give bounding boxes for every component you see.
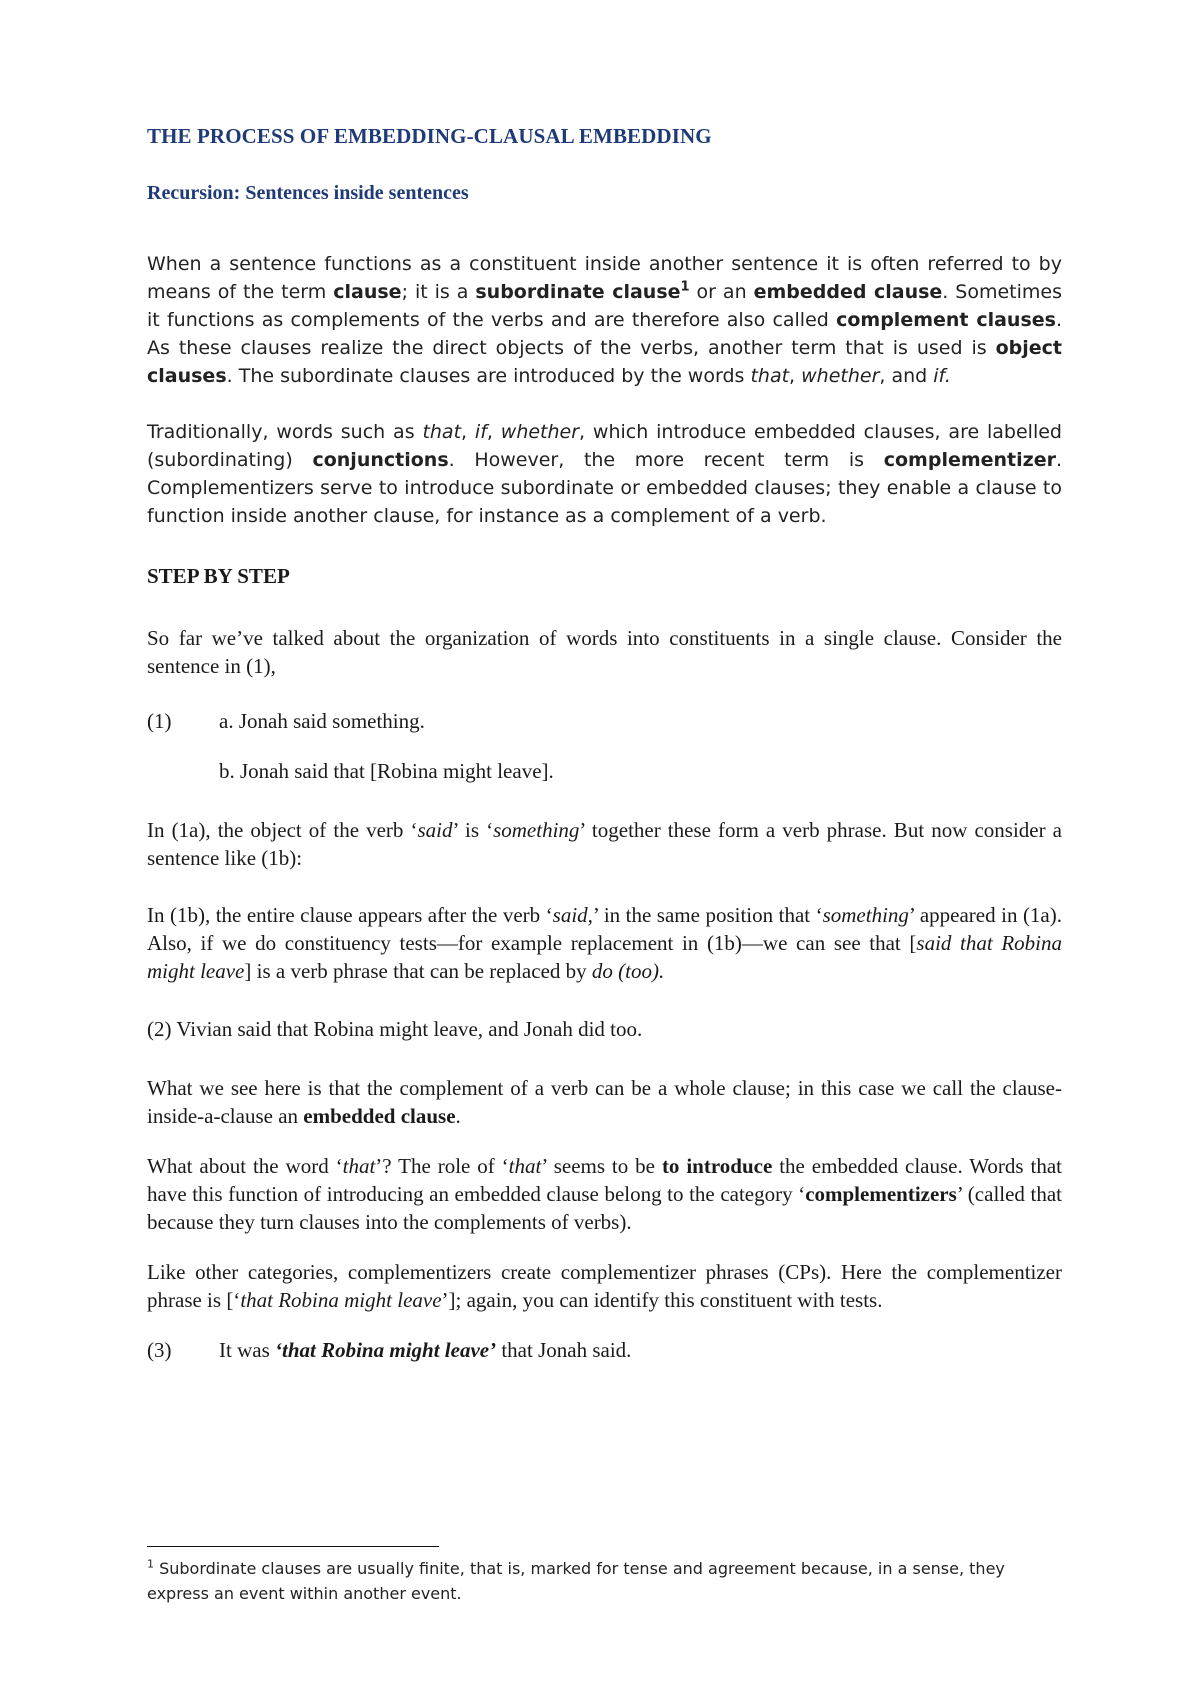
term-complementizer: complementizer xyxy=(883,449,1056,471)
paragraph-complementizer: Traditionally, words such as that, if, whether, which introduce embedded clauses, are labelled (subordinating) conjunctions. However, the more recent term is complementizer. Complementizers serve to introduce subordinate or embedded clauses; they enable a clause to function inside another clause, for instance as a complement of a verb. xyxy=(147,421,1063,527)
word-something: something xyxy=(822,903,909,927)
paragraph-clause-definition: When a sentence functions as a constituent inside another sentence it is often referred to by means of the term clause; it is a subordinate clause$^1$ or an embedded clause. Sometimes it functions as complements of the verbs and are therefore also called complement clauses. As these clauses realize the direct objects of the verbs, another term that is used is object clauses. The subordinate clauses are introduced by the words that, whether, and if. xyxy=(147,253,1063,387)
example-3 xyxy=(147,1336,1062,1364)
term-to-introduce: to introduce xyxy=(661,1154,773,1178)
word-that: that xyxy=(750,365,790,387)
paragraph-step-intro: So far we’ve talked about the organization of words into constituents in a single clause. Consider the sentence in (1), xyxy=(147,626,1062,678)
complementizer-phrase: that Robina might leave xyxy=(240,1288,442,1312)
footnote-text: Subordinate clauses are usually finite, that is, marked for tense and agreement because, in a sense, they express an event within another event. xyxy=(147,1559,1005,1603)
cleft-phrase: ‘that Robina might leave’ xyxy=(275,1338,497,1362)
section-heading-step-by-step: STEP BY STEP xyxy=(147,564,290,588)
word-said: said, xyxy=(552,903,593,927)
term-subordinate-clause: subordinate clause xyxy=(475,281,681,303)
term-embedded-clause: embedded clause xyxy=(753,281,943,303)
word-do-too: do (too). xyxy=(591,959,665,983)
example-1a xyxy=(147,707,1062,735)
word-whether: whether xyxy=(500,421,580,443)
document-subtitle: Recursion: Sentences inside sentences xyxy=(147,182,469,204)
term-conjunctions: conjunctions xyxy=(312,449,449,471)
paragraph-complementizer-phrase: Like other categories, complementizers create complementizer phrases (CPs). Here the complementizer phrase is [‘that Robina might leave’]; again, you can identify this constituent with tests. xyxy=(147,1260,1062,1312)
paragraph-that-role: What about the word ‘that’? The role of ‘that’ seems to be to introduce the embedded clause. Words that have this function of introducing an embedded clause belong to the category ‘complementizers’ (called that because they turn clauses into the complements of verbs). xyxy=(147,1154,1062,1234)
word-that: that xyxy=(342,1154,376,1178)
word-that: that xyxy=(508,1154,542,1178)
word-if: if. xyxy=(933,365,951,387)
example-number: (1) xyxy=(147,709,172,733)
verb-phrase: said that Robina might leave xyxy=(147,931,1062,983)
example-text: a. Jonah said something. xyxy=(219,709,425,733)
example-number: (3) xyxy=(147,1338,172,1362)
term-complement-clauses: complement clauses xyxy=(836,309,1056,331)
document-body xyxy=(147,124,1062,1364)
term-embedded-clause: embedded clause xyxy=(303,1104,456,1128)
paragraph-1a-analysis: In (1a), the object of the verb ‘said’ is ‘something’ together these form a verb phrase. But now consider a sentence like (1b): xyxy=(147,818,1062,870)
footnote-separator xyxy=(147,1546,439,1547)
word-something: something xyxy=(493,818,580,842)
term-object-clauses: object clauses xyxy=(147,337,1062,387)
word-said: said xyxy=(417,818,453,842)
word-if: if xyxy=(474,421,487,443)
footnote-1 xyxy=(147,1556,1062,1606)
word-whether: whether xyxy=(801,365,880,387)
footnote-number: 1 xyxy=(147,1557,154,1571)
example-1b xyxy=(147,757,1062,785)
paragraph-whole-clause: What we see here is that the complement of a verb can be a whole clause; in this case we call the clause-inside-a-clause an embedded clause. xyxy=(147,1076,1062,1128)
word-that: that xyxy=(422,421,462,443)
document-title: THE PROCESS OF EMBEDDING-CLAUSAL EMBEDDING xyxy=(147,124,712,148)
example-text: It was ‘that Robina might leave’ that Jonah said. xyxy=(219,1338,632,1362)
term-clause: clause xyxy=(333,281,402,303)
example-2: (2) Vivian said that Robina might leave, and Jonah did too. xyxy=(147,1017,643,1041)
example-text: b. Jonah said that [Robina might leave]. xyxy=(219,759,554,783)
paragraph-1b-analysis: In (1b), the entire clause appears after the verb ‘said,’ in the same position that ‘something’ appeared in (1a). Also, if we do constituency tests—for example replacement in (1b)—we can see that [said that Robina might leave] is a verb phrase that can be replaced by do (too). xyxy=(147,903,1062,983)
term-complementizers: complementizers xyxy=(805,1182,957,1206)
footnote-reference[interactable]: 1 xyxy=(680,279,690,295)
